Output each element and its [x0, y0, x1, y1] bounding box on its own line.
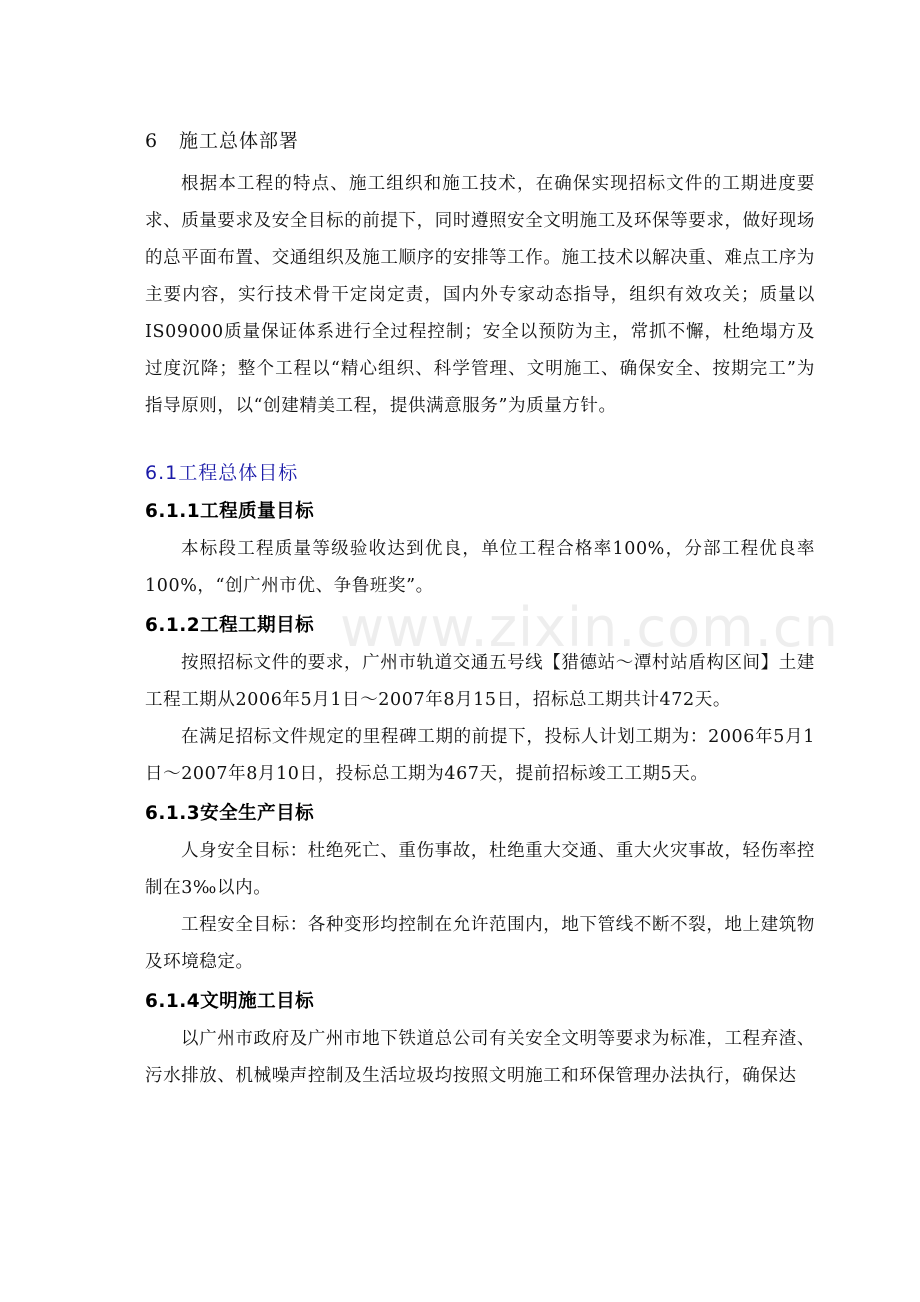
- section-number: 6: [145, 130, 159, 152]
- schedule-goal-heading: 6.1.2工程工期目标: [145, 615, 315, 636]
- quality-goal-heading: 6.1.1工程质量目标: [145, 501, 315, 522]
- quality-goal-paragraph: 本标段工程质量等级验收达到优良，单位工程合格率100%，分部工程优良率100%，“创广州市优、争鲁班奖”。: [145, 539, 815, 596]
- safety-goal-heading: 6.1.3安全生产目标: [145, 803, 315, 824]
- schedule-goal-paragraph-2: 在满足招标文件规定的里程碑工期的前提下，投标人计划工期为：2006年5月1日～2007年8月10日，投标总工期为467天，提前招标竣工工期5天。: [145, 727, 815, 784]
- safety-goal-paragraph-2: 工程安全目标：各种变形均控制在允许范围内，地下管线不断不裂，地上建筑物及环境稳定。: [145, 915, 815, 972]
- civilized-construction-heading: 6.1.4文明施工目标: [145, 991, 315, 1012]
- schedule-goal-paragraph-1: 按照招标文件的要求，广州市轨道交通五号线【猎德站～潭村站盾构区间】土建工程工期从2006年5月1日～2007年8月15日，招标总工期共计472天。: [145, 653, 815, 710]
- section-title: 施工总体部署: [179, 130, 300, 152]
- watermark: www.zixin.com.cn: [340, 596, 839, 659]
- safety-goal-paragraph-1: 人身安全目标：杜绝死亡、重伤事故，杜绝重大交通、重大火灾事故，轻伤率控制在3‰以内。: [145, 841, 815, 898]
- document-body: [145, 124, 815, 1095]
- section-heading: [145, 124, 815, 158]
- intro-paragraph: 根据本工程的特点、施工组织和施工技术，在确保实现招标文件的工期进度要求、质量要求及安全目标的前提下，同时遵照安全文明施工及环保等要求，做好现场的总平面布置、交通组织及施工顺序的安排等工作。施工技术以解决重、难点工序为主要内容，实行技术骨干定岗定责，国内外专家动态指导，组织有效攻关；质量以IS09000质量保证体系进行全过程控制；安全以预防为主，常抓不懈，杜绝塌方及过度沉降；整个工程以“精心组织、科学管理、文明施工、确保安全、按期完工”为指导原则，以“创建精美工程，提供满意服务”为质量方针。: [145, 174, 815, 416]
- subsection-heading: 6.1工程总体目标: [145, 462, 299, 484]
- civilized-construction-paragraph: 以广州市政府及广州市地下铁道总公司有关安全文明等要求为标准，工程弃渣、污水排放、机械噪声控制及生活垃圾均按照文明施工和环保管理办法执行，确保达: [145, 1029, 815, 1086]
